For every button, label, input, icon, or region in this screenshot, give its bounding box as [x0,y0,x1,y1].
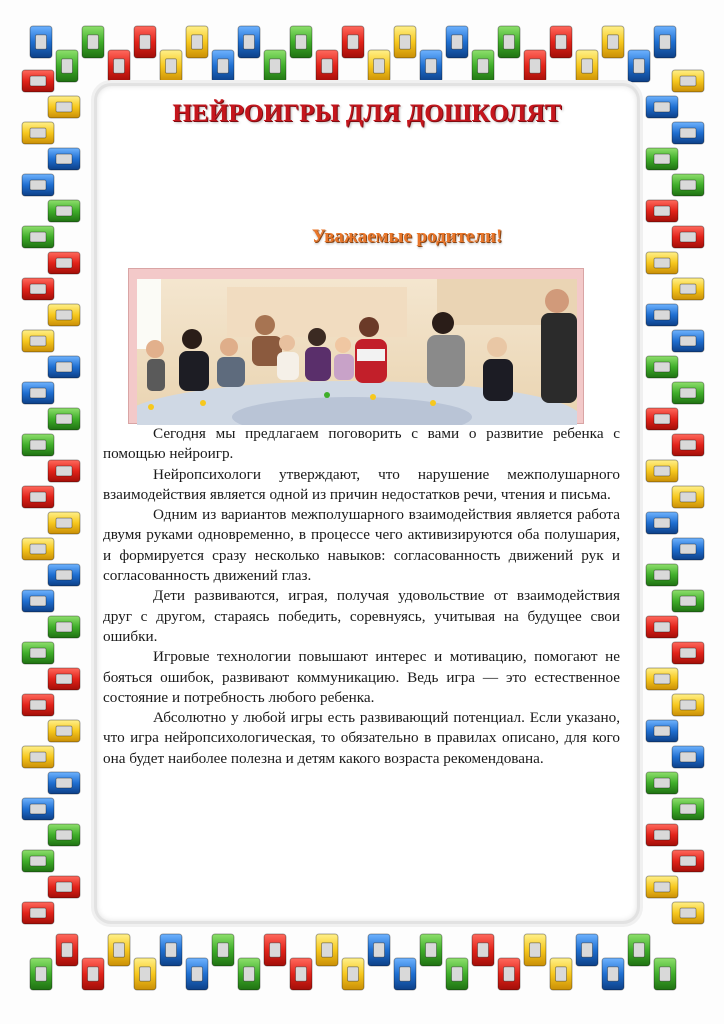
border-block-hole [30,856,46,866]
border-block-hole [478,943,489,957]
paragraph-3: Одним из вариантов межполушарного взаимодействия является работа двумя руками одновременно, в процессе чего активизируются оба полушария, и формируется сразу несколько навыков: согласованность движений рук и согласованность движений глаз. [103,506,620,585]
border-block-hole [218,943,229,957]
border-block-hole [270,59,281,73]
border-block-hole [400,35,411,49]
border-block-hole [634,943,645,957]
border-block-hole [192,35,203,49]
border-block-hole [30,232,46,242]
border-block-hole [400,967,411,981]
article-body [103,424,620,769]
border-block-hole [30,336,46,346]
border-block-hole [654,414,670,424]
border-block-hole [504,967,515,981]
border-block-hole [56,362,72,372]
border-block-hole [348,967,359,981]
border-block-hole [654,362,670,372]
border-block-hole [56,154,72,164]
paragraph-6: Абсолютно у любой игры есть развивающий потенциал. Если указано, что игра нейропсихологическая, то обязательно в правилах описано, для кого она будет наиболее полезна и детям какого возраста рекомендована. [103,709,620,767]
border-block-hole [296,967,307,981]
border-block-hole [56,778,72,788]
border-block-hole [30,908,46,918]
border-block-hole [30,700,46,710]
photo-frame [128,268,584,424]
border-block-hole [30,440,46,450]
border-block-hole [530,59,541,73]
border-block-hole [30,544,46,554]
border-block-hole [654,622,670,632]
border-block-hole [88,967,99,981]
border-block-hole [30,752,46,762]
border-block-hole [166,59,177,73]
border-block-hole [30,492,46,502]
border-block-hole [56,830,72,840]
border-block-hole [296,35,307,49]
border-block-hole [654,726,670,736]
border-block-hole [56,206,72,216]
border-block-hole [582,59,593,73]
border-block-hole [660,35,671,49]
border-block-hole [634,59,645,73]
border-block-hole [322,59,333,73]
border-block-hole [680,544,696,554]
border-block-hole [30,648,46,658]
border-block-hole [654,206,670,216]
border-block-hole [426,943,437,957]
border-block-hole [654,570,670,580]
border-block-hole [680,492,696,502]
border-block-hole [348,35,359,49]
border-block-hole [504,35,515,49]
border-block-hole [374,59,385,73]
border-block-hole [62,943,73,957]
border-block-hole [62,59,73,73]
border-block-hole [36,967,47,981]
border-block-hole [680,440,696,450]
border-block-hole [88,35,99,49]
border-block-hole [192,967,203,981]
border-block-hole [680,232,696,242]
border-block-hole [654,882,670,892]
border-block-hole [56,622,72,632]
border-block-hole [654,674,670,684]
greeting-heading: Уважаемые родители! [311,226,503,247]
border-block-hole [30,180,46,190]
border-block-hole [654,830,670,840]
border-block-hole [680,700,696,710]
border-block-hole [56,102,72,112]
border-block-hole [244,35,255,49]
border-block-hole [452,967,463,981]
border-block-hole [30,76,46,86]
border-block-hole [30,596,46,606]
border-block-hole [322,943,333,957]
border-block-hole [654,102,670,112]
border-block-hole [582,943,593,957]
border-block-hole [680,908,696,918]
border-block-hole [30,128,46,138]
border-block-hole [114,943,125,957]
paragraph-2: Нейропсихологи утверждают, что нарушение межполушарного взаимодействия является одной из причин недостатков речи, чтения и письма. [103,465,620,503]
border-block-hole [608,35,619,49]
border-block-hole [374,943,385,957]
border-block-hole [654,778,670,788]
border-block-hole [654,310,670,320]
border-block-hole [270,943,281,957]
border-block-hole [660,967,671,981]
border-block-hole [56,726,72,736]
border-block-hole [680,388,696,398]
border-block-hole [114,59,125,73]
border-block-hole [244,967,255,981]
border-block-hole [680,596,696,606]
border-block-hole [680,128,696,138]
border-block-hole [556,967,567,981]
border-block-hole [680,752,696,762]
border-block-hole [166,943,177,957]
border-block-hole [654,154,670,164]
border-block-hole [140,35,151,49]
border-block-hole [680,180,696,190]
border-block-hole [36,35,47,49]
border-block-hole [56,882,72,892]
border-block-hole [556,35,567,49]
border-block-hole [608,967,619,981]
border-block-hole [680,336,696,346]
border-block-hole [30,804,46,814]
border-block-hole [680,648,696,658]
border-block-hole [530,943,541,957]
border-block-hole [30,388,46,398]
border-block-hole [680,76,696,86]
border-block-hole [680,284,696,294]
border-block-hole [56,570,72,580]
border-block-hole [452,35,463,49]
border-block-hole [30,284,46,294]
border-block-hole [56,310,72,320]
paragraph-4: Дети развиваются, играя, получая удовольствие от взаимодействия друг с другом, стараясь победить, соревнуясь, учитывая на будущее свои ошибки. [103,587,620,645]
border-block-hole [140,967,151,981]
children-playing-photo [137,279,577,425]
border-block-hole [426,59,437,73]
paragraph-1: Сегодня мы предлагаем поговорить с вами о развитие ребенка с помощью нейроигр. [103,425,620,463]
border-block-hole [218,59,229,73]
border-block-hole [56,258,72,268]
border-block-hole [680,856,696,866]
border-block-hole [56,414,72,424]
border-block-hole [680,804,696,814]
border-block-hole [56,466,72,476]
border-block-hole [654,518,670,528]
border-block-hole [654,258,670,268]
border-block-hole [654,466,670,476]
border-block-hole [56,518,72,528]
border-block-hole [56,674,72,684]
paragraph-5: Игровые технологии повышают интерес и мотивацию, помогают не бояться ошибок, развивают коммуникацию. Ведь игра — это естественное состояние и потребность любого ребенка. [103,648,620,706]
border-block-hole [478,59,489,73]
page-title: НЕЙРОИГРЫ ДЛЯ ДОШКОЛЯТ [172,100,562,127]
